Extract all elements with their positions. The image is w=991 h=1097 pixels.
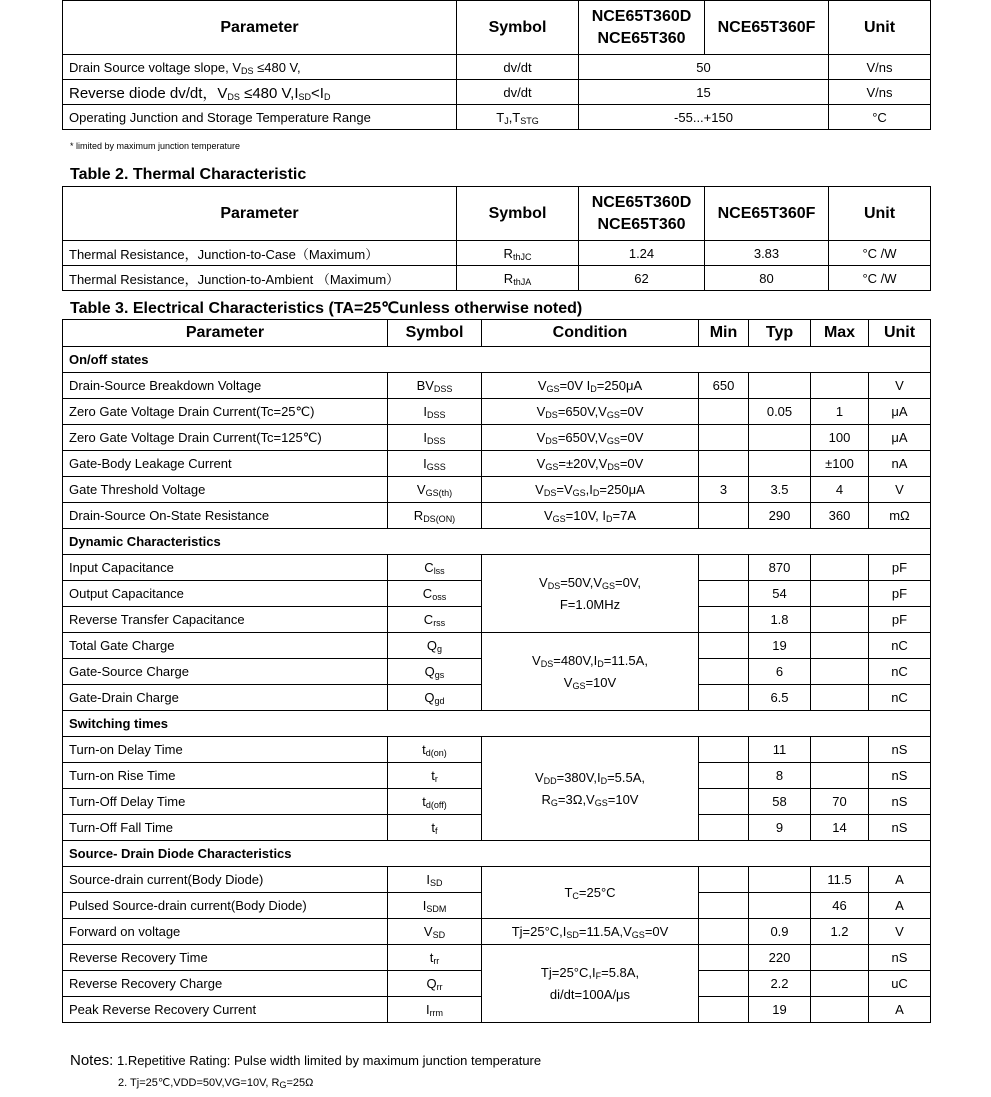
unit-cell: A [869,997,931,1023]
max-cell: 11.5 [811,867,869,893]
param-cell: Gate Threshold Voltage [63,477,388,503]
min-cell [699,763,749,789]
header-part-f: NCE65T360F [705,1,829,55]
min-cell: 3 [699,477,749,503]
unit-cell: nS [869,945,931,971]
table3-title: Table 3. Electrical Characteristics (TA=25℃unless otherwise noted) [70,300,583,317]
unit-cell: nS [869,763,931,789]
symbol-cell: $C_{oss}$ [388,581,482,607]
param-cell: Drain-Source On-State Resistance [63,503,388,529]
max-cell [811,945,869,971]
notes-line-1: Notes: 1.Repetitive Rating: Pulse width limited by maximum junction temperature [70,1052,542,1069]
param-cell: Reverse Recovery Charge [63,971,388,997]
param-cell: Turn-Off Fall Time [63,815,388,841]
unit-cell: mΩ [869,503,931,529]
min-cell [699,685,749,711]
param-cell: Zero Gate Voltage Drain Current(Tc=125℃) [63,425,388,451]
typ-cell [749,451,811,477]
max-cell [811,581,869,607]
unit-cell: V/ns [829,80,931,105]
unit-cell: V [869,919,931,945]
condition-cell: $V_{DS}=V_{GS},I_D=250\mu A$ [482,477,699,503]
param-cell: Zero Gate Voltage Drain Current(Tc=25℃) [63,399,388,425]
section-title: Switching times [63,711,931,737]
condition-cell: $V_{DS}=650V,V_{GS}=0V$ [482,399,699,425]
min-cell [699,451,749,477]
min-cell [699,581,749,607]
min-cell [699,919,749,945]
value-cell: 15 [579,80,829,105]
table2-title: Table 2. Thermal Characteristic [70,166,307,183]
max-cell [811,633,869,659]
table-row [63,503,931,529]
table-row [63,919,931,945]
header-unit: Unit [829,1,931,55]
symbol-cell: $R_{DS(ON)}$ [388,503,482,529]
unit-cell: °C /W [829,266,931,291]
unit-cell: A [869,867,931,893]
min-cell [699,737,749,763]
symbol-cell: $t_r$ [388,763,482,789]
min-cell [699,945,749,971]
symbol-cell: $BV_{DSS}$ [388,373,482,399]
unit-cell: °C [829,105,931,130]
typ-cell: 19 [749,633,811,659]
table-row [63,80,931,105]
condition-cell: $V_{DS}=480V,I_D=11.5A$, $V_{GS}=10V$ [482,633,699,711]
param-cell: Turn-Off Delay Time [63,789,388,815]
max-cell [811,659,869,685]
header-part-f: NCE65T360F [705,187,829,241]
typ-cell: 9 [749,815,811,841]
unit-cell: nA [869,451,931,477]
min-cell [699,997,749,1023]
typ-cell: 54 [749,581,811,607]
max-cell [811,737,869,763]
typ-cell: 3.5 [749,477,811,503]
typ-cell: 6 [749,659,811,685]
table-row [63,266,931,291]
section-title: On/off states [63,347,931,373]
header-unit: Unit [869,320,931,347]
param-cell: Peak Reverse Recovery Current [63,997,388,1023]
symbol-cell: $C_{lss}$ [388,555,482,581]
typ-cell [749,373,811,399]
param-cell: Gate-Drain Charge [63,685,388,711]
min-cell [699,425,749,451]
unit-cell: nC [869,659,931,685]
max-cell [811,763,869,789]
header-condition: Condition [482,320,699,347]
symbol-cell: $Q_{gs}$ [388,659,482,685]
symbol-cell: $R_{thJC}$ [457,241,579,266]
max-cell: 14 [811,815,869,841]
condition-cell: $V_{GS}=0V$ $I_D=250\mu A$ [482,373,699,399]
min-cell [699,633,749,659]
symbol-cell: $t_{rr}$ [388,945,482,971]
min-cell: 650 [699,373,749,399]
unit-cell: μA [869,425,931,451]
param-cell: Thermal Resistance，Junction-to-Case（Maximum） [63,241,457,266]
section-title: Source- Drain Diode Characteristics [63,841,931,867]
table-header [63,187,931,241]
typ-cell: 58 [749,789,811,815]
param-cell: Gate-Body Leakage Current [63,451,388,477]
section-title: Dynamic Characteristics [63,529,931,555]
max-cell [811,997,869,1023]
header-parameter: Parameter [63,187,457,241]
typ-cell [749,893,811,919]
condition-cell: $V_{DS}=650V,V_{GS}=0V$ [482,425,699,451]
unit-cell: V/ns [829,55,931,80]
table-row [63,945,931,971]
max-cell: ±100 [811,451,869,477]
symbol-cell: $R_{thJA}$ [457,266,579,291]
header-symbol: Symbol [457,1,579,55]
typ-cell: 290 [749,503,811,529]
typ-cell: 0.9 [749,919,811,945]
table-row [63,477,931,503]
unit-cell: nS [869,737,931,763]
section-header [63,529,931,555]
table-row [63,425,931,451]
table-max-ratings [62,0,931,130]
unit-cell: V [869,373,931,399]
symbol-cell: $I_{DSS}$ [388,425,482,451]
symbol-cell: $I_{GSS}$ [388,451,482,477]
notes-line-2: 2. Tj=25℃,VDD=50V,VG=10V, $R_G=25\Omega$ [118,1077,314,1090]
typ-cell [749,425,811,451]
unit-cell: pF [869,555,931,581]
section-header [63,841,931,867]
min-cell [699,555,749,581]
symbol-cell: $t_f$ [388,815,482,841]
table-header [63,320,931,347]
symbol-cell: $I_{DSS}$ [388,399,482,425]
header-part-d: NCE65T360D NCE65T360 [579,1,705,55]
section-header [63,711,931,737]
min-cell [699,789,749,815]
symbol-cell: $Q_{rr}$ [388,971,482,997]
param-cell: Reverse Transfer Capacitance [63,607,388,633]
max-cell [811,555,869,581]
min-cell [699,607,749,633]
value-cell: 50 [579,55,829,80]
unit-cell: A [869,893,931,919]
min-cell [699,971,749,997]
unit-cell: nC [869,633,931,659]
table-header [63,1,931,55]
max-cell: 1.2 [811,919,869,945]
min-cell [699,815,749,841]
typ-cell: 11 [749,737,811,763]
max-cell [811,607,869,633]
header-typ: Typ [749,320,811,347]
symbol-cell: $t_{d(on)}$ [388,737,482,763]
min-cell [699,659,749,685]
table-row [63,241,931,266]
header-max: Max [811,320,869,347]
table-electrical [62,319,931,1023]
value-f-cell: 80 [705,266,829,291]
table-row [63,373,931,399]
max-cell: 100 [811,425,869,451]
header-part-d: NCE65T360D NCE65T360 [579,187,705,241]
value-cell: -55...+150 [579,105,829,130]
unit-cell: pF [869,607,931,633]
symbol-cell: $V_{GS(th)}$ [388,477,482,503]
param-cell: Drain Source voltage slope, $V_{DS} \le 480$ V, [63,55,457,80]
unit-cell: nS [869,815,931,841]
value-d-cell: 62 [579,266,705,291]
typ-cell: 2.2 [749,971,811,997]
symbol-cell: $C_{rss}$ [388,607,482,633]
symbol-cell: $T_J,T_{STG}$ [457,105,579,130]
header-parameter: Parameter [63,320,388,347]
param-cell: Pulsed Source-drain current(Body Diode) [63,893,388,919]
table-row [63,633,931,659]
header-parameter: Parameter [63,1,457,55]
condition-cell: $V_{GS}=\pm 20V,V_{DS}=0V$ [482,451,699,477]
param-cell: Total Gate Charge [63,633,388,659]
param-cell: Output Capacitance [63,581,388,607]
param-cell: Turn-on Rise Time [63,763,388,789]
typ-cell: 8 [749,763,811,789]
condition-cell: $V_{DD}=380V,I_D=5.5A$, $R_G=3\Omega,V_{GS}=10V$ [482,737,699,841]
param-cell: Reverse Recovery Time [63,945,388,971]
symbol-cell: $I_{SDM}$ [388,893,482,919]
param-cell: Operating Junction and Storage Temperature Range [63,105,457,130]
header-unit: Unit [829,187,931,241]
unit-cell: pF [869,581,931,607]
typ-cell [749,867,811,893]
table-row [63,737,931,763]
typ-cell: 19 [749,997,811,1023]
unit-cell: μA [869,399,931,425]
table-row [63,867,931,893]
condition-cell: $V_{DS}=50V,V_{GS}=0V$, F=1.0MHz [482,555,699,633]
typ-cell: 870 [749,555,811,581]
param-cell: Drain-Source Breakdown Voltage [63,373,388,399]
table-thermal [62,186,931,291]
table-row [63,555,931,581]
table-row [63,399,931,425]
param-cell: Thermal Resistance，Junction-to-Ambient （Maximum） [63,266,457,291]
symbol-cell: dv/dt [457,55,579,80]
symbol-cell: $t_{d(off)}$ [388,789,482,815]
symbol-cell: $I_{SD}$ [388,867,482,893]
value-f-cell: 3.83 [705,241,829,266]
table-row [63,55,931,80]
unit-cell: nS [869,789,931,815]
symbol-cell: dv/dt [457,80,579,105]
min-cell [699,867,749,893]
max-cell [811,685,869,711]
typ-cell: 1.8 [749,607,811,633]
typ-cell: 220 [749,945,811,971]
unit-cell: V [869,477,931,503]
min-cell [699,503,749,529]
symbol-cell: $I_{rrm}$ [388,997,482,1023]
typ-cell: 6.5 [749,685,811,711]
symbol-cell: $Q_{gd}$ [388,685,482,711]
header-symbol: Symbol [388,320,482,347]
unit-cell: uC [869,971,931,997]
unit-cell: °C /W [829,241,931,266]
condition-cell: $Tj=25^\circ C,I_{SD}=11.5A,V_{GS}=0V$ [482,919,699,945]
unit-cell: nC [869,685,931,711]
table-row [63,451,931,477]
param-cell: Input Capacitance [63,555,388,581]
min-cell [699,399,749,425]
condition-cell: $V_{GS}=10V$, $I_D=7A$ [482,503,699,529]
param-cell: Turn-on Delay Time [63,737,388,763]
footnote-junction-temp: * limited by maximum junction temperature [70,141,241,151]
header-symbol: Symbol [457,187,579,241]
table-row [63,105,931,130]
symbol-cell: $V_{SD}$ [388,919,482,945]
param-cell: Forward on voltage [63,919,388,945]
max-cell: 360 [811,503,869,529]
value-d-cell: 1.24 [579,241,705,266]
param-cell: Gate-Source Charge [63,659,388,685]
max-cell: 70 [811,789,869,815]
min-cell [699,893,749,919]
max-cell: 1 [811,399,869,425]
symbol-cell: $Q_g$ [388,633,482,659]
typ-cell: 0.05 [749,399,811,425]
max-cell [811,971,869,997]
condition-cell: $Tj=25^\circ C,I_F=5.8A$, di/dt=100A/μs [482,945,699,1023]
max-cell: 46 [811,893,869,919]
section-header [63,347,931,373]
condition-cell: $T_C=25^\circ C$ [482,867,699,919]
max-cell: 4 [811,477,869,503]
param-cell: Source-drain current(Body Diode) [63,867,388,893]
max-cell [811,373,869,399]
header-min: Min [699,320,749,347]
param-cell: Reverse diode dv/dt，$V_{DS} \le 480$ $V,I_{SD}<I_D$ [63,80,457,105]
